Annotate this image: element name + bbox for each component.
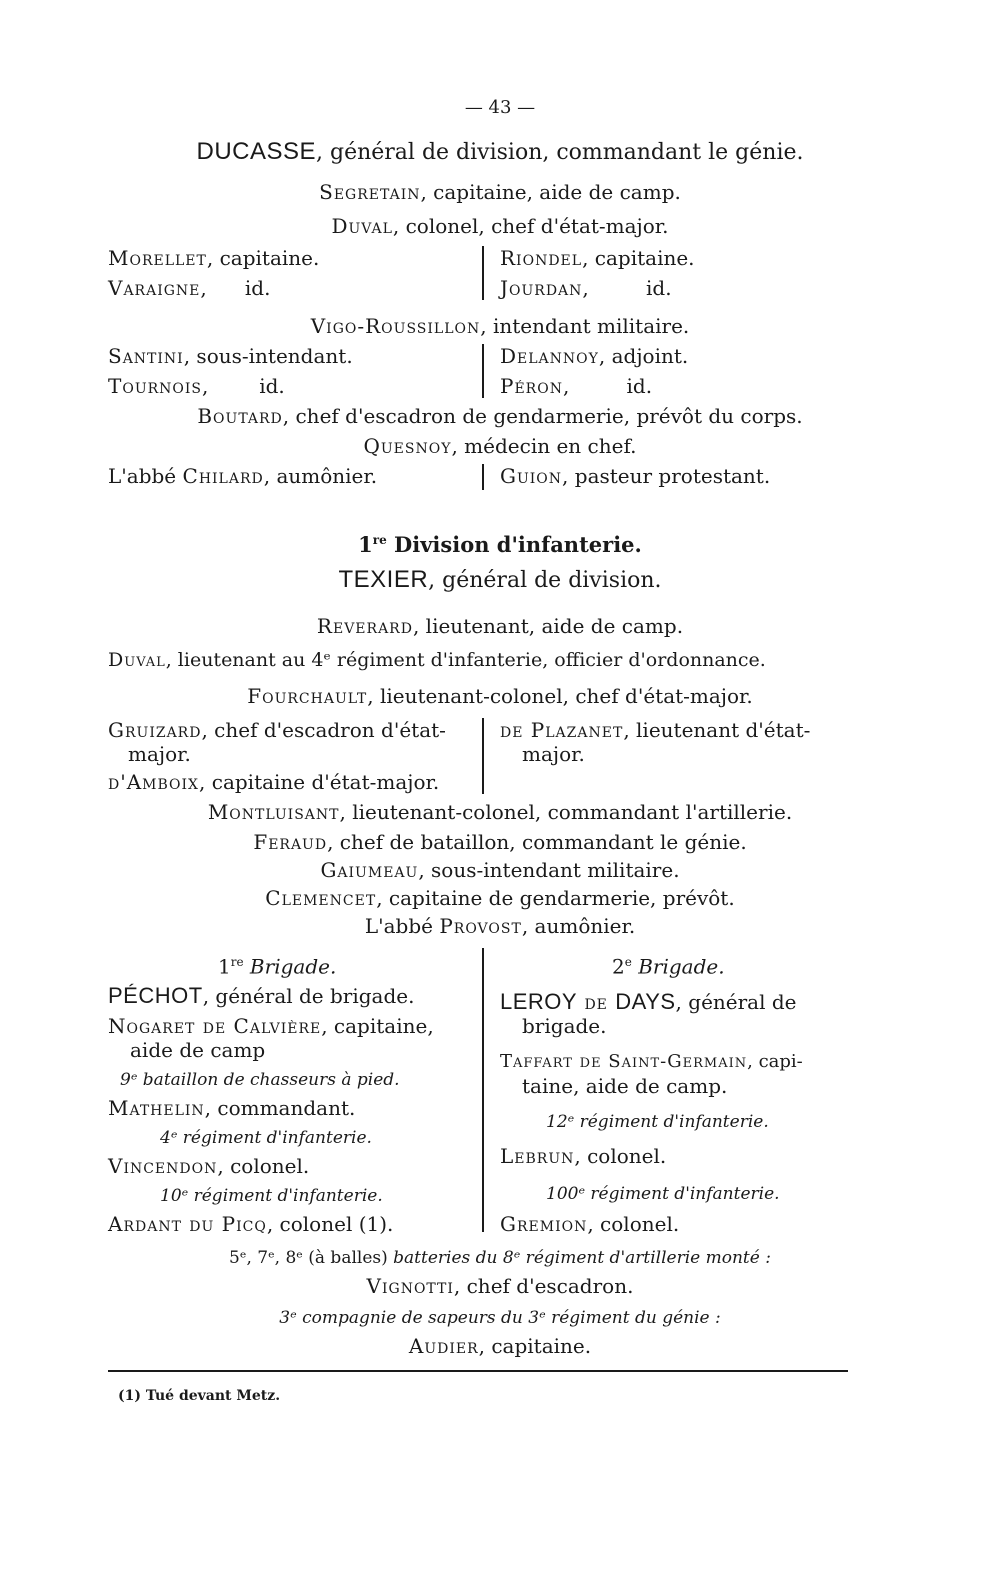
division-commander-role: , général de division. bbox=[428, 568, 662, 593]
brigade2-unit2-cmd bbox=[500, 1212, 679, 1236]
staff-name: d'Amboix bbox=[108, 770, 200, 794]
division-aide bbox=[0, 614, 1000, 638]
hq-staff-right-1 bbox=[500, 246, 695, 270]
brigade1-title-sup: re bbox=[230, 955, 244, 969]
artillery-name: Montluisant bbox=[207, 800, 340, 824]
staff-name: Riondel bbox=[500, 246, 583, 270]
staff-name: Gruizard bbox=[108, 718, 202, 742]
brigade-divider bbox=[482, 948, 484, 1232]
staff-role: , id. bbox=[202, 374, 285, 398]
prevot-role: , chef d'escadron de gendarmerie, prévôt du corps. bbox=[282, 404, 803, 428]
column-divider bbox=[482, 246, 484, 300]
brigade2-unit2: 100ᵉ régiment d'infanterie. bbox=[546, 1184, 780, 1204]
cmd-name: Lebrun bbox=[500, 1144, 575, 1168]
footnote-rule bbox=[108, 1370, 848, 1372]
staff-name: Santini bbox=[108, 344, 184, 368]
division-artillery bbox=[0, 800, 1000, 824]
sapeurs-cmd-name: Audier bbox=[408, 1334, 479, 1358]
brigade1-unit1: 9ᵉ bataillon de chasseurs à pied. bbox=[120, 1070, 400, 1090]
brigade2-title-num: 2 bbox=[612, 954, 625, 979]
artillery-line-plain: 5ᵉ, 7ᵉ, 8ᵉ (à balles) bbox=[229, 1248, 394, 1268]
sapeurs-cmd bbox=[0, 1334, 1000, 1358]
hq-chief-name: Duval bbox=[331, 214, 393, 238]
brigade1-unit2: 4ᵉ régiment d'infanterie. bbox=[160, 1128, 372, 1148]
hq-commander bbox=[0, 140, 1000, 165]
brigade1-aide-name: Nogaret de Calvière bbox=[108, 1014, 322, 1038]
hq-staff-left-1 bbox=[108, 246, 319, 270]
brigade2-title bbox=[612, 950, 725, 979]
brigade1-unit3-cmd bbox=[108, 1212, 393, 1236]
genie-role: , chef de bataillon, commandant le génie. bbox=[327, 830, 747, 854]
cmd-name: Vincendon bbox=[108, 1154, 218, 1178]
artillery-cmd-role: , chef d'escadron. bbox=[453, 1274, 634, 1298]
division-aide-name: Reverard bbox=[316, 614, 413, 638]
brigade2-unit1-cmd bbox=[500, 1144, 666, 1168]
medecin-role: , médecin en chef. bbox=[451, 434, 637, 458]
brigade2-title-text: Brigade. bbox=[631, 954, 725, 979]
sapeurs-line: 3ᵉ compagnie de sapeurs du 3ᵉ régiment du génie : bbox=[279, 1308, 721, 1328]
hq-chief-role: , colonel, chef d'état-major. bbox=[392, 214, 669, 238]
column-divider bbox=[482, 344, 484, 398]
staff-name: Tournois bbox=[108, 374, 203, 398]
ordonnance-name: Duval bbox=[108, 649, 166, 671]
prevot-role: , capitaine de gendarmerie, prévôt. bbox=[376, 886, 735, 910]
hq-commander-name: DUCASSE bbox=[196, 138, 317, 165]
artillery-cmd bbox=[0, 1274, 1000, 1298]
artillery-line bbox=[0, 1246, 1000, 1270]
hq-prevot bbox=[0, 404, 1000, 428]
staff-name: Morellet bbox=[108, 246, 207, 270]
brigade1-unit2-cmd bbox=[108, 1154, 309, 1178]
pastor-name: Guion bbox=[500, 464, 563, 488]
brigade1-aide-b: aide de camp bbox=[130, 1038, 266, 1062]
staff-role: , chef d'escadron d'état- bbox=[201, 718, 446, 742]
chaplain-name: Chilard bbox=[182, 464, 264, 488]
page-number: — 43 — bbox=[464, 97, 536, 118]
staff-name: Varaigne bbox=[108, 276, 201, 300]
division-staff-right-1b: major. bbox=[522, 742, 585, 766]
hq-chief bbox=[0, 214, 1000, 238]
brigade2-general-name: LEROY bbox=[500, 989, 578, 1014]
brigade1-aide-role: , capitaine, bbox=[321, 1014, 434, 1038]
artillery-role: , lieutenant-colonel, commandant l'artillerie. bbox=[339, 800, 793, 824]
division-prevot bbox=[0, 886, 1000, 910]
brigade1-general-name: PÉCHOT bbox=[108, 983, 203, 1008]
brigade1-title-num: 1 bbox=[218, 954, 231, 979]
hq-intend-left-1 bbox=[108, 344, 353, 368]
division-ordonnance bbox=[108, 648, 766, 672]
column-divider bbox=[482, 464, 484, 490]
hq-intendant bbox=[0, 314, 1000, 338]
brigade2-aide-role: , capi- bbox=[747, 1051, 803, 1072]
ordonnance-role: , lieutenant au 4ᵉ régiment d'infanterie, officier d'ordonnance. bbox=[165, 649, 766, 671]
cmd-name: Mathelin bbox=[108, 1096, 205, 1120]
division-chief-name: Fourchault bbox=[247, 684, 368, 708]
division-genie bbox=[0, 830, 1000, 854]
genie-name: Feraud bbox=[253, 830, 328, 854]
division-staff-left-1b: major. bbox=[128, 742, 191, 766]
division-chief-role: , lieutenant-colonel, chef d'état-major. bbox=[367, 684, 753, 708]
artillery-line-italic: batteries du 8ᵉ régiment d'artillerie monté : bbox=[393, 1248, 771, 1268]
brigade1-general bbox=[108, 984, 414, 1008]
medecin-name: Quesnoy bbox=[363, 434, 452, 458]
brigade2-general-particle: de bbox=[577, 990, 616, 1014]
division-heading bbox=[0, 528, 1000, 557]
division-commander bbox=[0, 568, 1000, 593]
staff-role: , id. bbox=[582, 276, 672, 300]
division-staff-left-2 bbox=[108, 770, 439, 794]
sapeurs-cmd-role: , capitaine. bbox=[478, 1334, 592, 1358]
division-staff-left-1a bbox=[108, 718, 446, 742]
hq-intend-right-2 bbox=[500, 374, 652, 398]
division-staff-right-1a bbox=[500, 718, 810, 742]
brigade2-general-name2: DAYS bbox=[615, 989, 676, 1014]
column-divider bbox=[482, 718, 484, 794]
division-aide-role: , lieutenant, aide de camp. bbox=[412, 614, 684, 638]
hq-aide-name: Segretain bbox=[319, 180, 421, 204]
brigade1-title bbox=[218, 950, 336, 979]
brigade2-general-b: brigade. bbox=[522, 1014, 607, 1038]
cmd-role: , colonel. bbox=[217, 1154, 310, 1178]
brigade1-title-text: Brigade. bbox=[243, 954, 337, 979]
staff-name: Delannoy bbox=[500, 344, 599, 368]
hq-aide-role: , capitaine, aide de camp. bbox=[420, 180, 681, 204]
intendant-role: , sous-intendant militaire. bbox=[418, 858, 680, 882]
staff-role: , lieutenant d'état- bbox=[623, 718, 811, 742]
chaplain-prefix: L'abbé bbox=[108, 464, 183, 488]
staff-role: , sous-intendant. bbox=[183, 344, 353, 368]
staff-role: , id. bbox=[562, 374, 653, 398]
division-heading-text: Division d'infanterie. bbox=[386, 532, 642, 557]
division-chaplain bbox=[0, 914, 1000, 938]
hq-commander-role: , général de division, commandant le génie. bbox=[316, 140, 804, 165]
chaplain-role: , aumônier. bbox=[521, 914, 636, 938]
footnote: (1) Tué devant Metz. bbox=[118, 1388, 281, 1404]
intendant-role: , intendant militaire. bbox=[480, 314, 690, 338]
chaplain-prefix: L'abbé bbox=[364, 914, 440, 938]
brigade2-aide-b: taine, aide de camp. bbox=[522, 1074, 728, 1098]
division-commander-name: TEXIER bbox=[338, 566, 429, 593]
staff-role: , capitaine. bbox=[582, 246, 695, 270]
brigade1-unit1-cmd bbox=[108, 1096, 355, 1120]
cmd-role: , colonel. bbox=[574, 1144, 667, 1168]
staff-name: Péron bbox=[500, 374, 563, 398]
hq-intend-right-1 bbox=[500, 344, 688, 368]
division-heading-num: 1 bbox=[358, 532, 373, 557]
cmd-role: , colonel. bbox=[587, 1212, 680, 1236]
brigade1-general-role: , général de brigade. bbox=[202, 984, 415, 1008]
intendant-name: Vigo-Roussillon bbox=[310, 314, 481, 338]
cmd-role: , colonel (1). bbox=[266, 1212, 394, 1236]
chaplain-role: , aumônier. bbox=[263, 464, 378, 488]
brigade2-general-a bbox=[500, 990, 797, 1014]
hq-medecin bbox=[0, 434, 1000, 458]
division-intendant bbox=[0, 858, 1000, 882]
staff-role: , id. bbox=[200, 276, 271, 300]
staff-name: de Plazanet bbox=[500, 718, 624, 742]
cmd-role: , commandant. bbox=[204, 1096, 356, 1120]
brigade2-aide-name: Taffart de Saint-Germain bbox=[500, 1051, 748, 1072]
staff-role: , adjoint. bbox=[598, 344, 689, 368]
cmd-name: Ardant du Picq bbox=[108, 1212, 267, 1236]
prevot-name: Clemencet bbox=[265, 886, 377, 910]
staff-name: Jourdan bbox=[500, 276, 583, 300]
hq-staff-left-2 bbox=[108, 276, 270, 300]
chaplain-name: Provost bbox=[439, 914, 522, 938]
intendant-name: Gaiumeau bbox=[320, 858, 419, 882]
staff-role: , capitaine d'état-major. bbox=[199, 770, 440, 794]
staff-role: , capitaine. bbox=[206, 246, 320, 270]
brigade2-general-role: , général de bbox=[675, 990, 797, 1014]
artillery-cmd-name: Vignotti bbox=[366, 1274, 454, 1298]
brigade2-aide-a bbox=[500, 1050, 803, 1074]
hq-pastor bbox=[500, 464, 770, 488]
hq-staff-right-2 bbox=[500, 276, 672, 300]
prevot-name: Boutard bbox=[197, 404, 283, 428]
hq-aide bbox=[0, 180, 1000, 204]
brigade2-unit1: 12ᵉ régiment d'infanterie. bbox=[546, 1112, 769, 1132]
hq-intend-left-2 bbox=[108, 374, 285, 398]
hq-chaplain bbox=[108, 464, 377, 488]
brigade1-unit3: 10ᵉ régiment d'infanterie. bbox=[160, 1186, 383, 1206]
cmd-name: Gremion bbox=[500, 1212, 588, 1236]
pastor-role: , pasteur protestant. bbox=[562, 464, 771, 488]
division-heading-sup: re bbox=[372, 533, 387, 547]
brigade2-title-sup: e bbox=[624, 955, 632, 969]
brigade1-aide-a bbox=[108, 1014, 434, 1038]
division-chief bbox=[0, 684, 1000, 708]
